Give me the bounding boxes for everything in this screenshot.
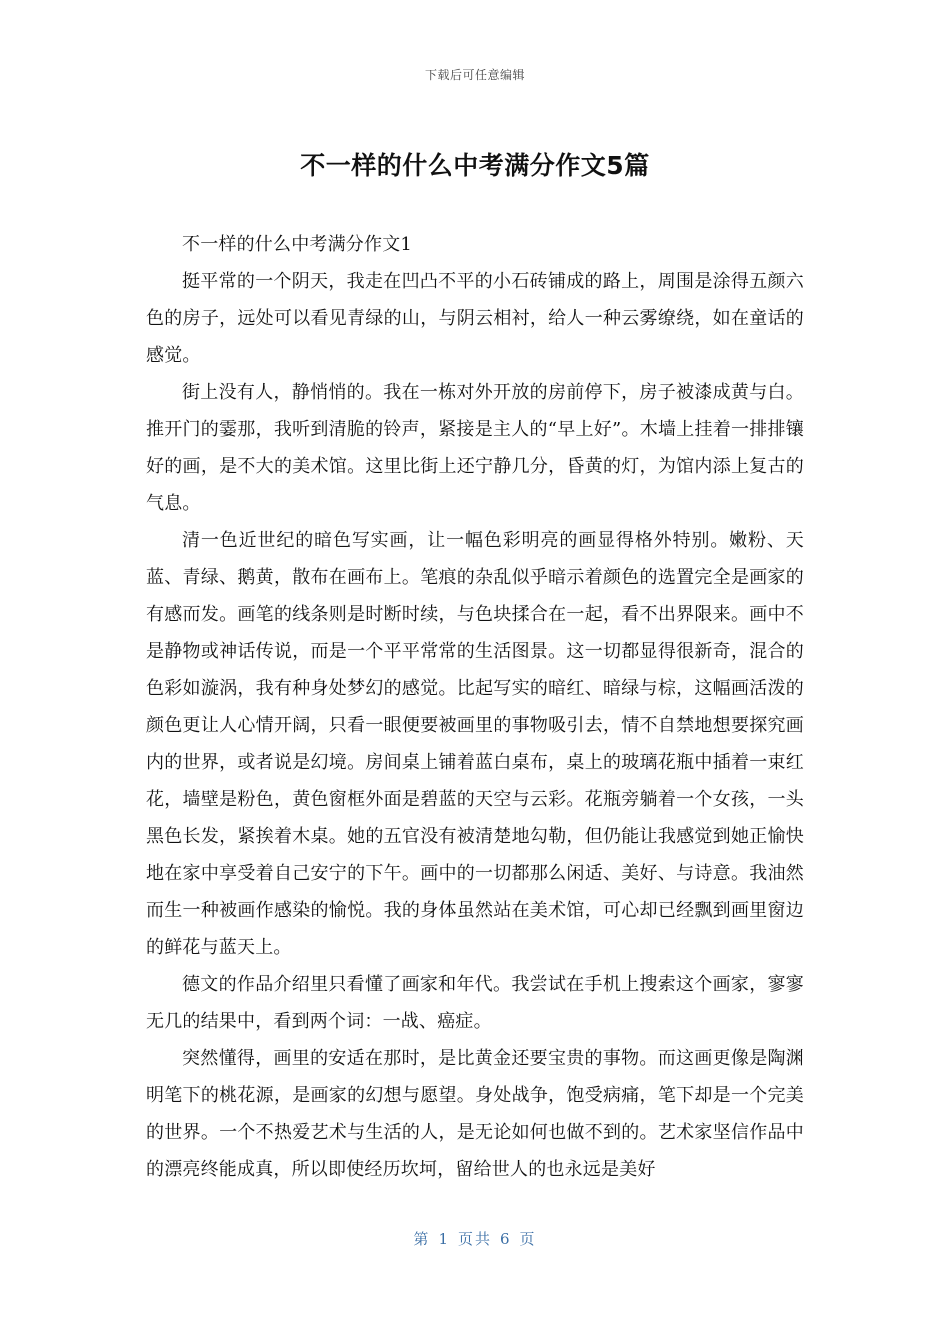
paragraph: 挺平常的一个阴天，我走在凹凸不平的小石砖铺成的路上，周围是涂得五颜六色的房子，远处可以看见青绿的山，与阴云相衬，给人一种云雾缭绕，如在童话的感觉。 <box>146 271 804 366</box>
page-footer <box>0 1228 950 1249</box>
essay-subtitle: 不一样的什么中考满分作文1 <box>182 234 413 255</box>
paragraph: 突然懂得，画里的安适在那时，是比黄金还要宝贵的事物。而这画更像是陶渊明笔下的桃花源，是画家的幻想与愿望。身处战争，饱受病痛，笔下却是一个完美的世界。一个不热爱艺术与生活的人，是无论如何也做不到的。艺术家坚信作品中的漂亮终能成真，所以即使经历坎坷，留给世人的也永远是美好 <box>146 1048 804 1180</box>
page-title: 不一样的什么中考满分作文5篇 <box>300 151 650 180</box>
document-body <box>146 226 804 1188</box>
header-note: 下载后可任意编辑 <box>424 68 525 82</box>
page-label-suffix: 页 <box>519 1230 537 1248</box>
current-page-number: 1 <box>438 1230 450 1248</box>
paragraph: 街上没有人，静悄悄的。我在一栋对外开放的房前停下，房子被漆成黄与白。推开门的霎那，我听到清脆的铃声，紧接是主人的“早上好”。木墙上挂着一排排镶好的画，是不大的美术馆。这里比街上还宁静几分，昏黄的灯，为馆内添上复古的气息。 <box>146 382 804 514</box>
total-pages-number: 6 <box>500 1230 512 1248</box>
page-label-mid: 页共 <box>457 1230 492 1248</box>
paragraph: 清一色近世纪的暗色写实画，让一幅色彩明亮的画显得格外特别。嫩粉、天蓝、青绿、鹅黄，散布在画布上。笔痕的杂乱似乎暗示着颜色的选置完全是画家的有感而发。画笔的线条则是时断时续，与色块揉合在一起，看不出界限来。画中不是静物或神话传说，而是一个平平常常的生活图景。这一切都显得很新奇，混合的色彩如漩涡，我有种身处梦幻的感觉。比起写实的暗红、暗绿与棕，这幅画活泼的颜色更让人心情开阔，只看一眼便要被画里的事物吸引去，情不自禁地想要探究画内的世界，或者说是幻境。房间桌上铺着蓝白桌布，桌上的玻璃花瓶中插着一束红花，墙壁是粉色，黄色窗框外面是碧蓝的天空与云彩。花瓶旁躺着一个女孩，一头黑色长发，紧挨着木桌。她的五官没有被清楚地勾勒，但仍能让我感觉到她正愉快地在家中享受着自己安宁的下午。画中的一切都那么闲适、美好、与诗意。我油然而生一种被画作感染的愉悦。我的身体虽然站在美术馆，可心却已经飘到画里窗边的鲜花与蓝天上。 <box>146 530 804 958</box>
paragraph: 德文的作品介绍里只看懂了画家和年代。我尝试在手机上搜索这个画家，寥寥无几的结果中，看到两个词：一战、癌症。 <box>146 974 804 1032</box>
page-label-prefix: 第 <box>413 1230 431 1248</box>
